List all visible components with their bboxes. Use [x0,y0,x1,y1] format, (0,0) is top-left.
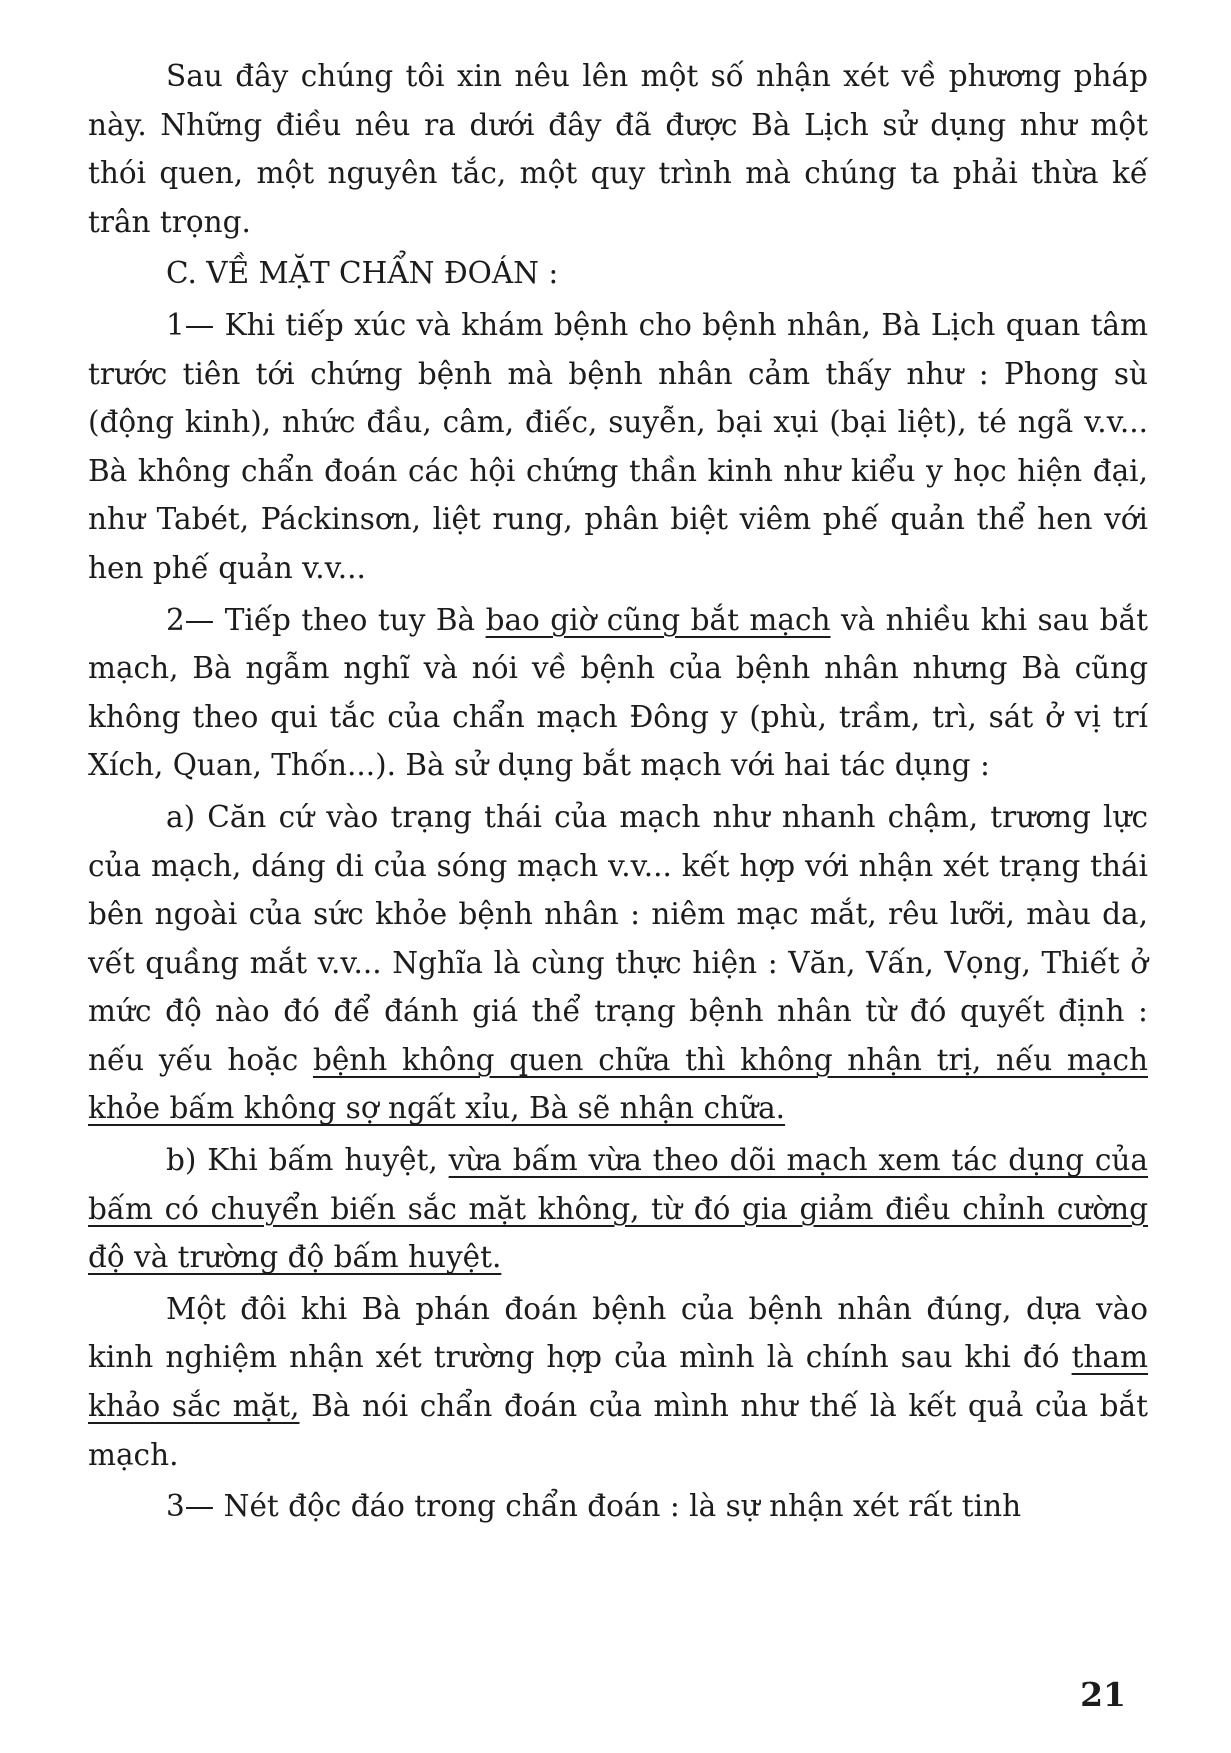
paragraph-2-start: 2— Tiếp theo tuy Bà [166,602,486,637]
paragraph-b-underlined: vừa bấm vừa theo dõi mạch xem tác dụng của bấm có chuyển biến sắc mặt không, từ đó gia giảm điều chỉnh cường độ và trường độ bấm huyệt. [88,1143,1148,1275]
body-text [88,52,1148,1531]
paragraph-2-underlined: bao giờ cũng bắt mạch [485,602,831,637]
paragraph-3: 3— Nét độc đáo trong chẩn đoán : là sự nhận xét rất tinh [166,1489,1022,1524]
section-heading: C. VỀ MẶT CHẨN ĐOÁN : [166,256,559,291]
paragraph-b-start: b) Khi bấm huyệt, [166,1143,449,1178]
paragraph-conclusion-end: Bà nói chẩn đoán của mình như thế là kết quả của bắt mạch. [88,1389,1148,1472]
paragraph-b [88,1136,1148,1282]
paragraph-a [88,793,1148,1133]
paragraph-conclusion-underlined: tham khảo sắc mặt, [88,1340,1148,1424]
paragraph-2 [88,596,1148,790]
intro-paragraph: Sau đây chúng tôi xin nêu lên một số nhận xét về phương pháp này. Những điều nêu ra dưới đây đã được Bà Lịch sử dụng như một thói quen, một nguyên tắc, một quy trình mà chúng ta phải thừa kế trân trọng. [88,59,1148,239]
paragraph-1: 1— Khi tiếp xúc và khám bệnh cho bệnh nhân, Bà Lịch quan tâm trước tiên tới chứng bệnh mà bệnh nhân cảm thấy như : Phong sù (động kinh), nhức đầu, câm, điếc, suyễn, bại xụi (bại liệt), té ngã v.v... Bà không chẩn đoán các hội chứng thần kinh như kiểu y học hiện đại, như Tabét, Páckinsơn, liệt rung, phân biệt viêm phế quản thể hen với hen phế quản v.v... [88,307,1148,585]
paragraph-2-end: và nhiều khi sau bắt mạch, Bà ngẫm nghĩ và nói về bệnh của bệnh nhân nhưng Bà cũng không theo qui tắc của chẩn mạch Đông y (phù, trầm, trì, sát ở vị trí Xích, Quan, Thốn...). Bà sử dụng bắt mạch với hai tác dụng : [88,602,1148,783]
paragraph-conclusion-start: Một đôi khi Bà phán đoán bệnh của bệnh nhân đúng, dựa vào kinh nghiệm nhận xét trường hợp của mình là chính sau khi đó [88,1291,1148,1375]
paragraph-a-start: a) Căn cứ vào trạng thái của mạch như nhanh chậm, trương lực của mạch, dáng di của sóng mạch v.v... kết hợp với nhận xét trạng thái bên ngoài của sức khỏe bệnh nhân : niêm mạc mắt, rêu lưỡi, màu da, vết quầng mắt v.v... Nghĩa là cùng thực hiện : Văn, Vấn, Vọng, Thiết ở mức độ nào đó để đánh giá thể trạng bệnh nhân từ đó quyết định : nếu yếu hoặc [88,799,1148,1077]
page-number: 21 [1080,1675,1126,1714]
paragraph-a-underlined: bệnh không quen chữa thì không nhận trị, nếu mạch khỏe bấm không sợ ngất xỉu, Bà sẽ nhận chữa. [88,1042,1148,1126]
paragraph-conclusion [88,1285,1148,1479]
